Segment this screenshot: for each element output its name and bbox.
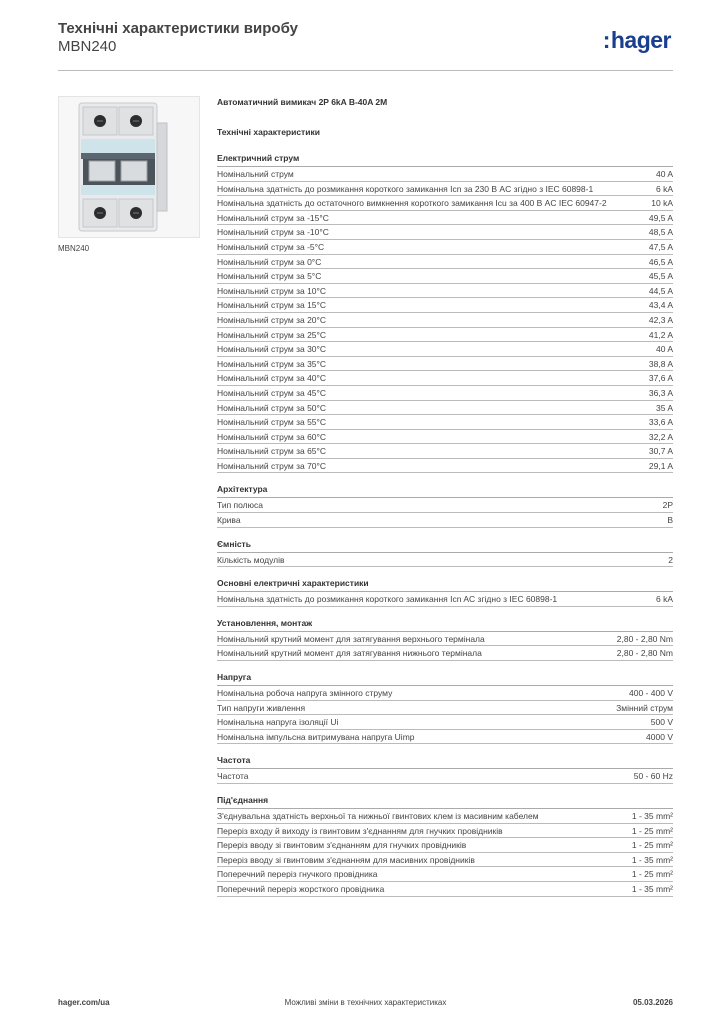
spec-value: 29,1 A <box>648 460 673 471</box>
spec-row <box>217 444 673 459</box>
spec-value: 2,80 - 2,80 Nm <box>616 648 673 659</box>
spec-name: Номінальний струм <box>217 169 294 179</box>
spec-name: Номінальна імпульсна витримувана напруга Uimp <box>217 731 415 742</box>
spec-value: 40 A <box>655 344 673 355</box>
spec-name: Номінальний струм за 50°C <box>217 402 327 413</box>
spec-row <box>217 269 673 284</box>
spec-value: 36,3 A <box>648 387 673 398</box>
spec-row <box>217 632 673 647</box>
spec-value: 45,5 A <box>648 271 673 282</box>
spec-row <box>217 328 673 343</box>
spec-row <box>217 809 673 824</box>
circuit-breaker-illustration <box>59 97 199 237</box>
page-title: Технічні характеристики виробу <box>58 20 298 37</box>
spec-name: Номінальний струм за -15°C <box>217 212 329 223</box>
spec-value: Змінний струм <box>616 702 673 713</box>
section-title: Ємність <box>217 538 673 553</box>
spec-row <box>217 592 673 607</box>
header-divider <box>58 70 673 71</box>
spec-name: Тип полюса <box>217 500 263 511</box>
spec-row <box>217 646 673 661</box>
page-header <box>58 20 673 70</box>
spec-row <box>217 730 673 745</box>
spec-row <box>217 167 673 182</box>
spec-value: 4000 V <box>646 731 673 742</box>
spec-name: Номінальний струм за -5°C <box>217 241 325 252</box>
spec-name: Номінальний струм за 70°C <box>217 460 327 471</box>
product-name: Автоматичний вимикач 2P 6kA B-40A 2M <box>217 97 388 107</box>
spec-name: Номінальна напруга ізоляції Ui <box>217 717 339 728</box>
spec-row <box>217 240 673 255</box>
spec-section <box>217 794 673 897</box>
spec-name: Номінальний струм за 25°C <box>217 329 327 340</box>
section-title: Напруга <box>217 671 673 686</box>
section-title: Частота <box>217 754 673 769</box>
spec-value: 49,5 A <box>648 212 673 223</box>
hager-logo[interactable]: :hager <box>602 27 671 53</box>
spec-name: Поперечний переріз гнучкого провідника <box>217 869 378 880</box>
spec-row <box>217 498 673 513</box>
spec-name: Номінальний струм за 45°C <box>217 387 327 398</box>
tech-specs-heading: Технічні характеристики <box>217 127 320 137</box>
spec-name: Крива <box>217 515 241 526</box>
page-subtitle: MBN240 <box>58 38 117 55</box>
spec-value: 46,5 A <box>648 256 673 267</box>
spec-row <box>217 371 673 386</box>
logo-text: hager <box>610 27 671 53</box>
spec-name: Номінальний струм за 60°C <box>217 431 327 442</box>
spec-name: Переріз вводу зі гвинтовим з'єднанням для масивних провідників <box>217 854 475 865</box>
section-title: Архітектура <box>217 483 673 498</box>
spec-value: 10 kA <box>651 198 673 209</box>
spec-value: B <box>667 515 673 526</box>
spec-value: 44,5 A <box>648 285 673 296</box>
spec-value: 30,7 A <box>648 446 673 457</box>
spec-row <box>217 459 673 474</box>
spec-row <box>217 182 673 197</box>
spec-section <box>217 671 673 744</box>
spec-row <box>217 386 673 401</box>
spec-row <box>217 357 673 372</box>
spec-row <box>217 882 673 897</box>
spec-row <box>217 196 673 211</box>
spec-value: 1 - 35 mm² <box>631 883 673 894</box>
spec-row <box>217 838 673 853</box>
spec-section <box>217 538 673 568</box>
spec-row <box>217 430 673 445</box>
spec-row <box>217 342 673 357</box>
spec-name: Номінальний струм за 65°C <box>217 446 327 457</box>
spec-row <box>217 769 673 784</box>
spec-section <box>217 754 673 784</box>
spec-name: Номінальна здатність до розмикання короткого замикання Icn за 230 В AC згідно з IEC 60898-1 <box>217 183 594 194</box>
spec-name: Переріз вводу зі гвинтовим з'єднанням для гнучких провідників <box>217 840 467 851</box>
spec-name: Поперечний переріз жорсткого провідника <box>217 883 385 894</box>
spec-section <box>217 152 673 473</box>
spec-value: 2 <box>668 554 673 565</box>
spec-name: Номінальний струм за -10°C <box>217 227 329 238</box>
spec-name: Номінальний струм за 30°C <box>217 344 327 355</box>
spec-value: 2,80 - 2,80 Nm <box>616 633 673 644</box>
spec-value: 1 - 25 mm² <box>631 825 673 836</box>
section-title: Основні електричні характеристики <box>217 577 673 592</box>
spec-name: Номінальний струм за 5°C <box>217 271 322 282</box>
product-image <box>58 96 200 238</box>
spec-name: Номінальний струм за 0°C <box>217 256 322 267</box>
spec-value: 38,8 A <box>648 358 673 369</box>
spec-row <box>217 686 673 701</box>
spec-content <box>217 96 673 897</box>
spec-value: 43,4 A <box>648 300 673 311</box>
footer-website-link[interactable]: hager.com/ua <box>58 998 110 1007</box>
spec-section <box>217 483 673 527</box>
spec-row <box>217 255 673 270</box>
spec-value: 400 - 400 V <box>629 688 673 699</box>
spec-row <box>217 867 673 882</box>
spec-value: 33,6 A <box>648 417 673 428</box>
spec-row <box>217 824 673 839</box>
spec-value: 37,6 A <box>648 373 673 384</box>
spec-section <box>217 577 673 607</box>
spec-value: 2P <box>662 500 673 511</box>
spec-row <box>217 298 673 313</box>
footer-date: 05.03.2026 <box>632 998 673 1007</box>
spec-value: 6 kA <box>655 183 673 194</box>
spec-value: 35 A <box>655 402 673 413</box>
spec-row <box>217 401 673 416</box>
spec-name: Частота <box>217 771 249 782</box>
spec-value: 41,2 A <box>648 329 673 340</box>
spec-name: Номінальний крутний момент для затягування верхнього термінала <box>217 633 485 644</box>
spec-name: Номінальна здатність до розмикання короткого замикання Icn AC згідно з IEC 60898-1 <box>217 594 558 605</box>
spec-name: Номінальний струм за 20°C <box>217 314 327 325</box>
spec-row <box>217 553 673 568</box>
spec-name: Номінальний струм за 55°C <box>217 417 327 428</box>
spec-name: Номінальний струм за 10°C <box>217 285 327 296</box>
spec-value: 500 V <box>650 717 673 728</box>
spec-value: 6 kA <box>655 594 673 605</box>
spec-value: 1 - 25 mm² <box>631 840 673 851</box>
spec-name: Номінальна здатність до остаточного вимкнення короткого замикання Icu за 400 В AC IEC 60947-2 <box>217 198 607 209</box>
spec-value: 40 A <box>655 169 673 179</box>
spec-value: 32,2 A <box>648 431 673 442</box>
spec-value: 1 - 35 mm² <box>631 854 673 865</box>
footer-disclaimer: Можливі зміни в технічних характеристиках <box>284 998 447 1007</box>
spec-row <box>217 415 673 430</box>
spec-value: 1 - 35 mm² <box>631 811 673 821</box>
spec-name: Переріз входу й виходу із гвинтовим з'єднанням для гнучких провідників <box>217 825 503 836</box>
spec-row <box>217 513 673 528</box>
spec-sections <box>217 152 673 897</box>
spec-value: 47,5 A <box>648 241 673 252</box>
spec-value: 50 - 60 Hz <box>633 771 673 782</box>
product-image-caption: MBN240 <box>58 244 90 253</box>
spec-section <box>217 617 673 661</box>
spec-row <box>217 313 673 328</box>
spec-row <box>217 715 673 730</box>
spec-row <box>217 701 673 716</box>
section-title: Електричний струм <box>217 152 673 167</box>
spec-value: 48,5 A <box>648 227 673 238</box>
spec-name: Номінальна робоча напруга змінного струму <box>217 688 393 699</box>
spec-value: 1 - 25 mm² <box>631 869 673 880</box>
spec-name: Кількість модулів <box>217 554 285 565</box>
spec-name: Номінальний струм за 35°C <box>217 358 327 369</box>
spec-value: 42,3 A <box>648 314 673 325</box>
spec-name: Номінальний крутний момент для затягування нижнього термінала <box>217 648 482 659</box>
spec-name: Номінальний струм за 15°C <box>217 300 327 311</box>
spec-row <box>217 225 673 240</box>
spec-row <box>217 853 673 868</box>
spec-row <box>217 211 673 226</box>
spec-row <box>217 284 673 299</box>
section-title: Установлення, монтаж <box>217 617 673 632</box>
spec-name: З'єднувальна здатність верхньої та нижньої гвинтових клем із масивним кабелем <box>217 811 539 821</box>
spec-name: Номінальний струм за 40°C <box>217 373 327 384</box>
spec-name: Тип напруги живлення <box>217 702 306 713</box>
section-title: Під'єднання <box>217 794 673 809</box>
